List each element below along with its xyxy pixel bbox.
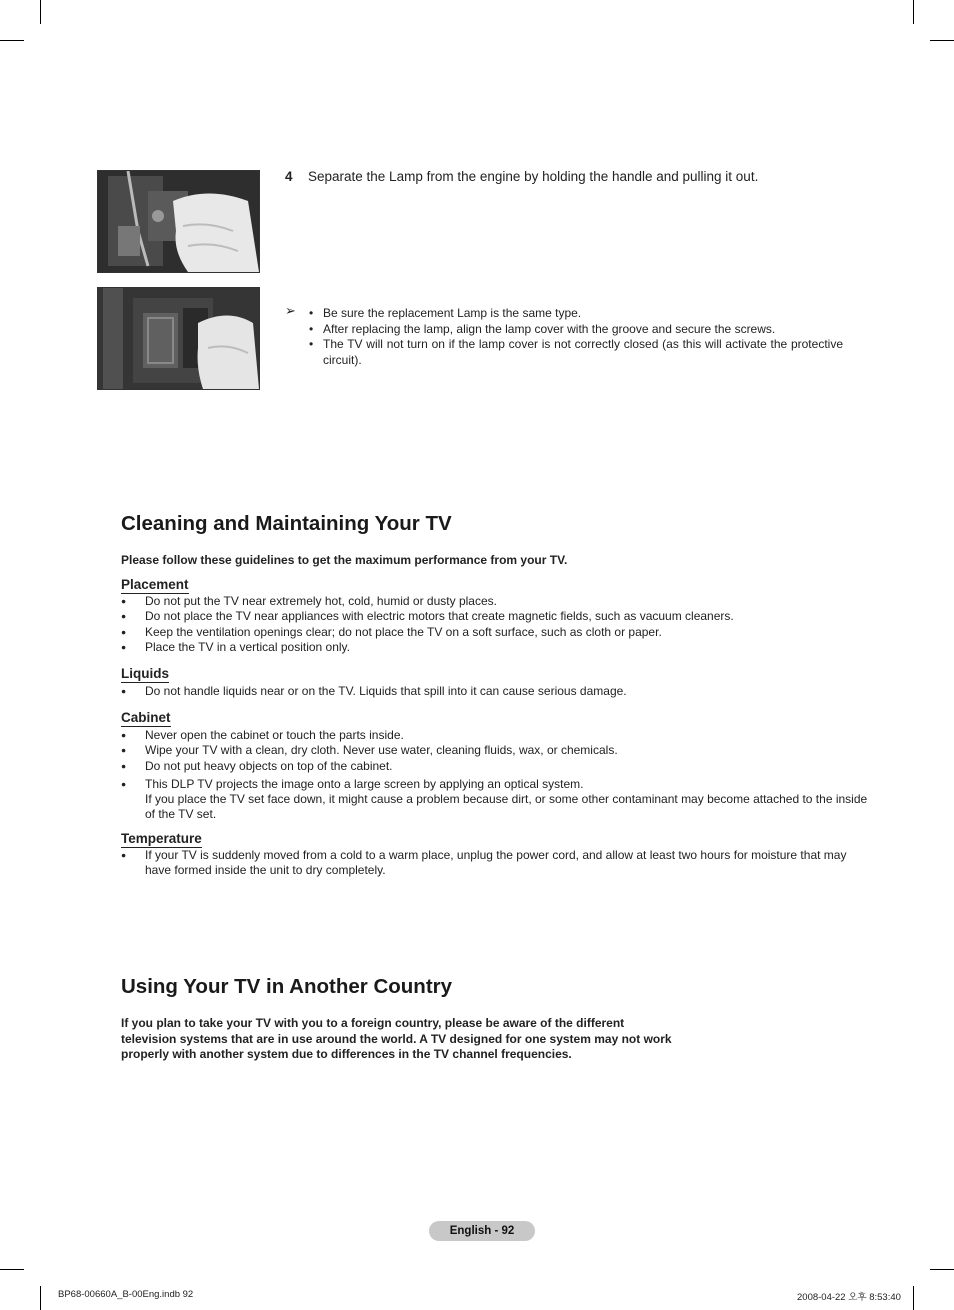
- dlp-line-1: ● This DLP TV projects the image onto a large screen by applying an optical system.: [145, 776, 584, 791]
- list-item: ● Never open the cabinet or touch the parts inside.: [121, 728, 871, 743]
- note-item: • Be sure the replacement Lamp is the same type.: [309, 306, 843, 322]
- list-item: ● If your TV is suddenly moved from a cold to a warm place, unplug the power cord, and allow at least two hours for moisture that may have formed inside the unit to dry completely.: [121, 848, 871, 879]
- note-item: • After replacing the lamp, align the lamp cover with the groove and secure the screws.: [309, 322, 843, 338]
- crop-mark: [913, 0, 914, 24]
- cabinet-heading: Cabinet: [121, 710, 171, 725]
- lamp-cover-photo: [97, 287, 260, 390]
- placement-list: [121, 594, 871, 655]
- crop-mark: [0, 1269, 24, 1270]
- note-item: • The TV will not turn on if the lamp cover is not correctly closed (as this will activate the protective circuit).: [309, 337, 843, 368]
- list-item: ● Keep the ventilation openings clear; do not place the TV on a soft surface, such as cloth or paper.: [121, 625, 871, 640]
- list-item: ● Do not put the TV near extremely hot, cold, humid or dusty places.: [121, 594, 871, 609]
- crop-mark: [913, 1286, 914, 1310]
- list-item: ● Wipe your TV with a clean, dry cloth. Never use water, cleaning fluids, wax, or chemicals.: [121, 743, 871, 758]
- country-intro-line: properly with another system due to differences in the TV channel frequencies.: [121, 1047, 572, 1061]
- list-item: ● Do not handle liquids near or on the TV. Liquids that spill into it can cause serious damage.: [121, 684, 871, 699]
- dlp-line-2: If you place the TV set face down, it might cause a problem because dirt, or some other contaminant may become attached to the inside of the TV set.: [145, 792, 868, 822]
- country-intro-line: television systems that are in use around the world. A TV designed for one system may not work: [121, 1031, 672, 1046]
- temperature-heading: Temperature: [121, 831, 202, 846]
- placement-heading: Placement: [121, 577, 189, 592]
- temperature-list: [121, 848, 871, 879]
- cleaning-intro: Please follow these guidelines to get the maximum performance from your TV.: [121, 553, 568, 567]
- list-item: [121, 777, 871, 823]
- crop-mark: [930, 1269, 954, 1270]
- country-intro-line: If you plan to take your TV with you to a foreign country, please be aware of the different: [121, 1016, 625, 1030]
- step-text: Separate the Lamp from the engine by holding the handle and pulling it out.: [308, 169, 759, 184]
- step-number: 4: [285, 169, 293, 184]
- step-4: [285, 169, 758, 184]
- cabinet-list: [121, 728, 871, 823]
- lamp-removal-photo: [97, 170, 260, 273]
- lamp-notes: [309, 306, 843, 368]
- crop-mark: [40, 1286, 41, 1310]
- note-arrow-icon: ➢: [285, 303, 296, 318]
- list-item: ● Do not put heavy objects on top of the cabinet.: [121, 759, 871, 774]
- crop-mark: [930, 40, 954, 41]
- liquids-list: [121, 684, 871, 699]
- list-item: ● Place the TV in a vertical position only.: [121, 640, 871, 655]
- crop-mark: [40, 0, 41, 24]
- country-intro: [121, 1016, 672, 1063]
- list-item: ● Do not place the TV near appliances with electric motors that create magnetic fields, such as vacuum cleaners.: [121, 609, 871, 624]
- crop-mark: [0, 40, 24, 41]
- footer-datetime: 2008-04-22 오후 8:53:40: [797, 1292, 901, 1303]
- liquids-heading: Liquids: [121, 666, 169, 681]
- footer-file: BP68-00660A_B-00Eng.indb 92: [58, 1289, 194, 1300]
- cleaning-title: Cleaning and Maintaining Your TV: [121, 512, 452, 535]
- country-title: Using Your TV in Another Country: [121, 975, 453, 998]
- page-number-badge: English - 92: [429, 1221, 535, 1241]
